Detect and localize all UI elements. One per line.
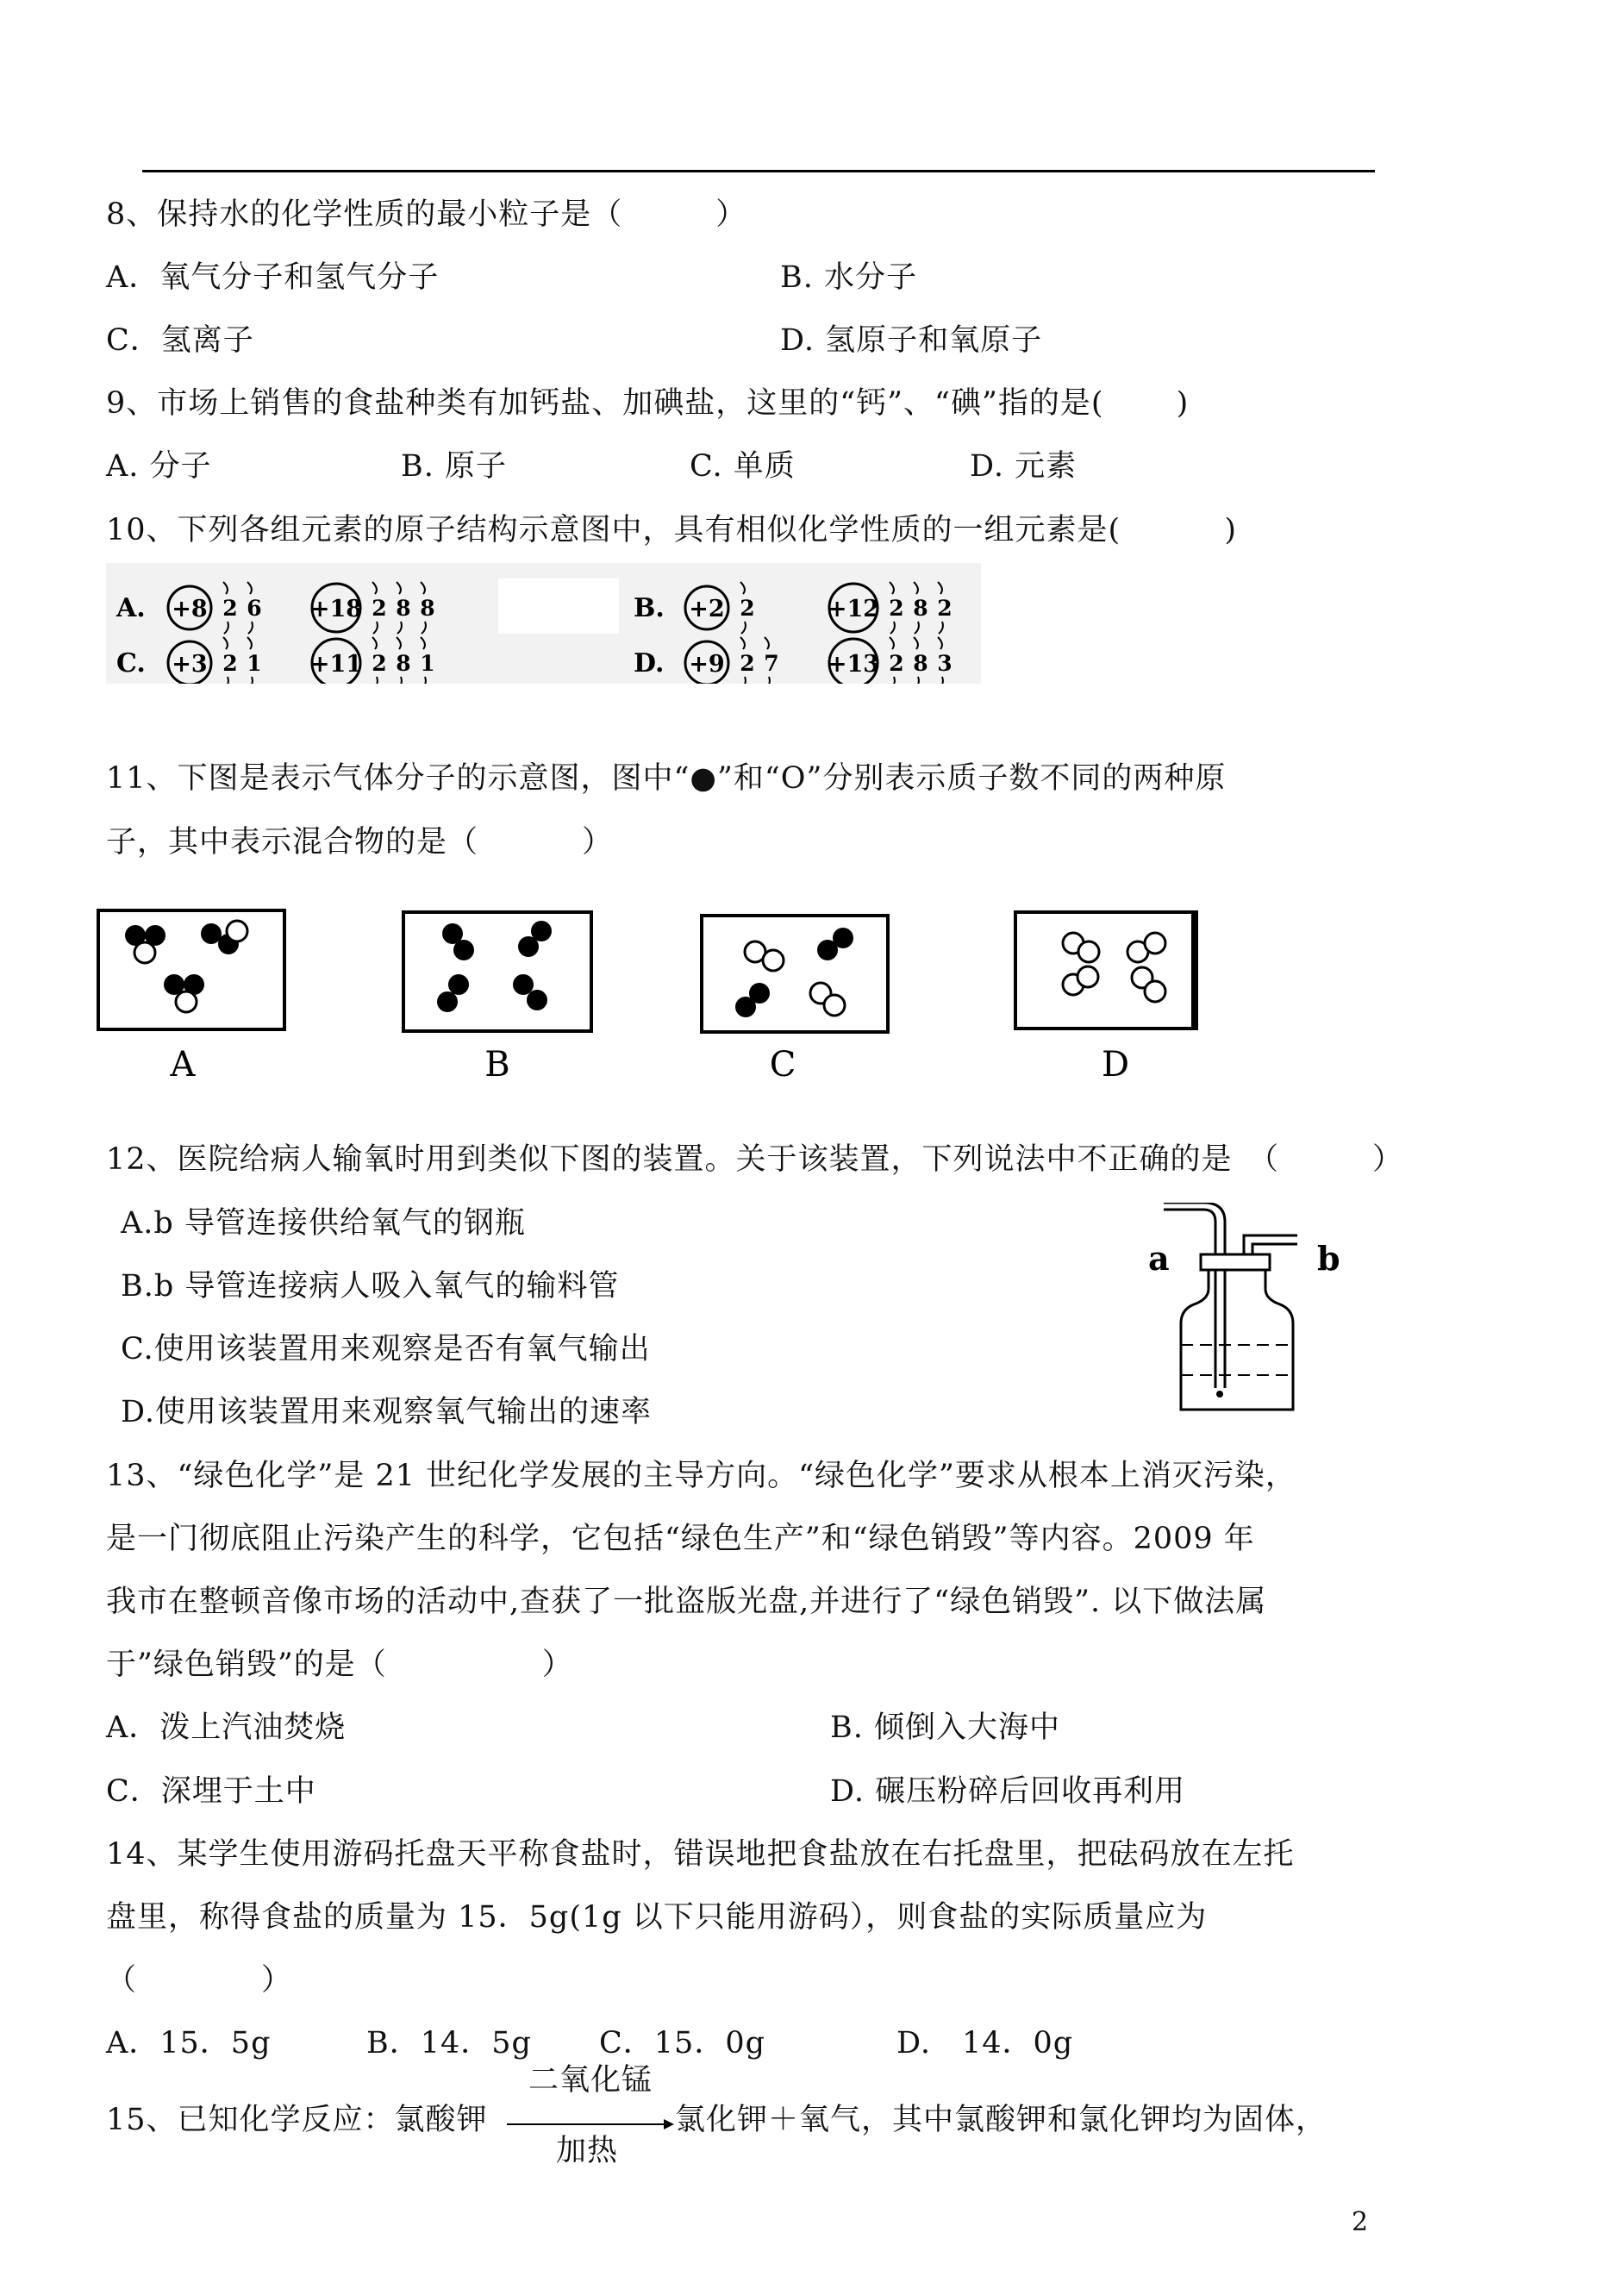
q10-option-a-atom-2-nucleus-charge: +18 <box>309 596 363 622</box>
q10-option-d-atom-1-shell-1-electrons: 2 <box>740 651 755 676</box>
header-rule <box>142 170 1375 172</box>
q11-panel-b <box>403 912 591 1031</box>
q10-option-c-atom-1-shell-2-electrons: 1 <box>247 651 262 676</box>
q8-option-c: C．氢离子 <box>106 323 254 358</box>
q10-option-c-letter: C. <box>116 648 146 678</box>
q10-option-a-letter: A. <box>116 593 146 623</box>
q10-option-c-atom-2-shell-3-electrons: 1 <box>420 651 435 676</box>
q12-option-d: D.使用该装置用来观察氧气输出的速率 <box>121 1395 652 1429</box>
q12-gas-washing-bottle-diagram <box>1129 1203 1371 1435</box>
q11-label-c: C <box>769 1045 796 1085</box>
q10-option-d-atom-1-shell-2-electrons: 7 <box>764 651 779 676</box>
q9-option-a: A. 分子 <box>106 449 212 484</box>
q13-line2: 是一门彻底阻止污染产生的科学，它包括“绿色生产”和“绿色销毁”等内容。2009 年 <box>106 1522 1255 1556</box>
q10-option-d-letter: D. <box>634 648 665 678</box>
q9-stem: 9、市场上销售的食盐种类有加钙盐、加碘盐，这里的“钙”、“碘”指的是( ) <box>106 386 1190 421</box>
q13-line3: 我市在整顿音像市场的活动中,查获了一批盗版光盘,并进行了“绿色销毁”. 以下做法属 <box>106 1585 1267 1619</box>
q14-line1: 14、某学生使用游码托盘天平称食盐时，错误地把食盐放在右托盘里，把砝码放在左托 <box>106 1837 1295 1872</box>
q9-option-c: C. 单质 <box>690 449 796 484</box>
q8-option-d: D. 氢原子和氧原子 <box>780 323 1043 358</box>
q12-option-a: A.b 导管连接供给氧气的钢瓶 <box>121 1206 526 1241</box>
q11-panel-a <box>98 910 284 1029</box>
q10-option-b-atom-2-shell-1-electrons: 2 <box>889 596 904 621</box>
q12-option-c: C.使用该装置用来观察是否有氧气输出 <box>121 1332 651 1366</box>
page-number: 2 <box>1352 2207 1369 2237</box>
q10-option-b-atom-2-nucleus-charge: +12 <box>827 596 880 622</box>
q15-prefix: 15、已知化学反应：氯酸钾 <box>106 2103 488 2137</box>
q10-option-a-atom-1-shell-2-electrons: 6 <box>247 596 262 621</box>
q10-option-a-atom-1-shell-1-electrons: 2 <box>222 596 238 621</box>
q10-option-b-atom-1-nucleus-charge: +2 <box>689 596 725 622</box>
q13-option-a: A．泼上汽油焚烧 <box>106 1710 347 1745</box>
q14-option-c: C．15．0g <box>599 2026 765 2060</box>
q10-option-c-atom-2-nucleus-charge: +11 <box>309 651 363 678</box>
q11-label-a: A <box>170 1045 196 1085</box>
q10-option-d-atom-2-nucleus-charge: +13 <box>827 651 880 678</box>
q10-option-d-atom-1-nucleus-charge: +9 <box>689 651 725 678</box>
q10-option-b-atom-2-shell-2-electrons: 8 <box>913 596 928 621</box>
q8-option-a: A．氧气分子和氢气分子 <box>106 260 440 295</box>
q10-option-c-atom-2-shell-2-electrons: 8 <box>396 651 411 676</box>
q8-option-b: B. 水分子 <box>780 260 917 295</box>
q10-option-c-atom-1-nucleus-charge: +3 <box>172 651 208 678</box>
q13-option-c: C．深埋于土中 <box>106 1774 316 1809</box>
q10-option-a-atom-2-shell-1-electrons: 2 <box>372 596 387 621</box>
q14-option-b: B．14．5g <box>366 2026 532 2060</box>
q13-option-d: D. 碾压粉碎后回收再利用 <box>830 1774 1186 1809</box>
q14-line3: （ ） <box>106 1963 293 1998</box>
q11-label-d: D <box>1101 1045 1130 1085</box>
q10-stem: 10、下列各组元素的原子结构示意图中，具有相似化学性质的一组元素是( ) <box>106 513 1237 547</box>
q14-line2: 盘里，称得食盐的质量为 15．5g(1g 以下只能用游码），则食盐的实际质量应为 <box>106 1900 1208 1935</box>
q10-option-a-atom-2-shell-2-electrons: 8 <box>396 596 411 621</box>
q13-line1: 13、“绿色化学”是 21 世纪化学发展的主导方向。“绿色化学”要求从根本上消灭污染， <box>106 1459 1296 1493</box>
q12-stem: 12、医院给病人输氧时用到类似下图的装置。关于该装置，下列说法中不正确的是 （ ） <box>106 1142 1404 1177</box>
q12-label-a: a <box>1148 1239 1170 1278</box>
q11-stem-line2: 子，其中表示混合物的是（ ） <box>106 825 614 860</box>
q11-molecule-panels <box>86 905 1224 1095</box>
q12-option-b: B.b 导管连接病人吸入氧气的输料管 <box>121 1269 620 1304</box>
q10-option-b-letter: B. <box>634 593 665 623</box>
q15-catalyst: 二氧化锰 <box>528 2063 653 2098</box>
q11-panel-d <box>1015 912 1196 1029</box>
q10-option-a-atom-1-nucleus-charge: +8 <box>172 596 208 622</box>
q14-option-a: A．15．5g <box>106 2026 272 2060</box>
q15-suffix: 氯化钾＋氧气，其中氯酸钾和氯化钾均为固体， <box>675 2103 1327 2137</box>
q13-line4: 于”绿色销毁”的是（ ） <box>106 1648 573 1682</box>
q10-option-c-atom-2-shell-1-electrons: 2 <box>372 651 387 676</box>
q14-option-d: D. 14．0g <box>896 2026 1074 2060</box>
q10-atom-structure-diagrams <box>106 563 981 684</box>
q11-stem-line1: 11、下图是表示气体分子的示意图，图中“●”和“O”分别表示质子数不同的两种原 <box>106 761 1227 796</box>
q10-option-a-atom-2-shell-3-electrons: 8 <box>420 596 435 621</box>
q9-option-b: B. 原子 <box>401 449 507 484</box>
q12-label-b: b <box>1317 1239 1340 1278</box>
q10-option-d-atom-2-shell-1-electrons: 2 <box>889 651 904 676</box>
q10-option-b-atom-1-shell-1-electrons: 2 <box>740 596 755 621</box>
q13-option-b: B. 倾倒入大海中 <box>830 1710 1060 1745</box>
q8-stem: 8、保持水的化学性质的最小粒子是（ ） <box>106 197 747 232</box>
q10-option-d-atom-2-shell-3-electrons: 3 <box>937 651 953 676</box>
q15-condition: 加热 <box>556 2134 619 2168</box>
q15-reaction-arrow <box>507 2117 675 2131</box>
q10-option-d-atom-2-shell-2-electrons: 8 <box>913 651 928 676</box>
q11-label-b: B <box>484 1045 510 1085</box>
q10-option-b-atom-2-shell-3-electrons: 2 <box>937 596 953 621</box>
q9-option-d: D. 元素 <box>970 449 1077 484</box>
q11-panel-c <box>702 916 888 1032</box>
q10-option-c-atom-1-shell-1-electrons: 2 <box>222 651 238 676</box>
